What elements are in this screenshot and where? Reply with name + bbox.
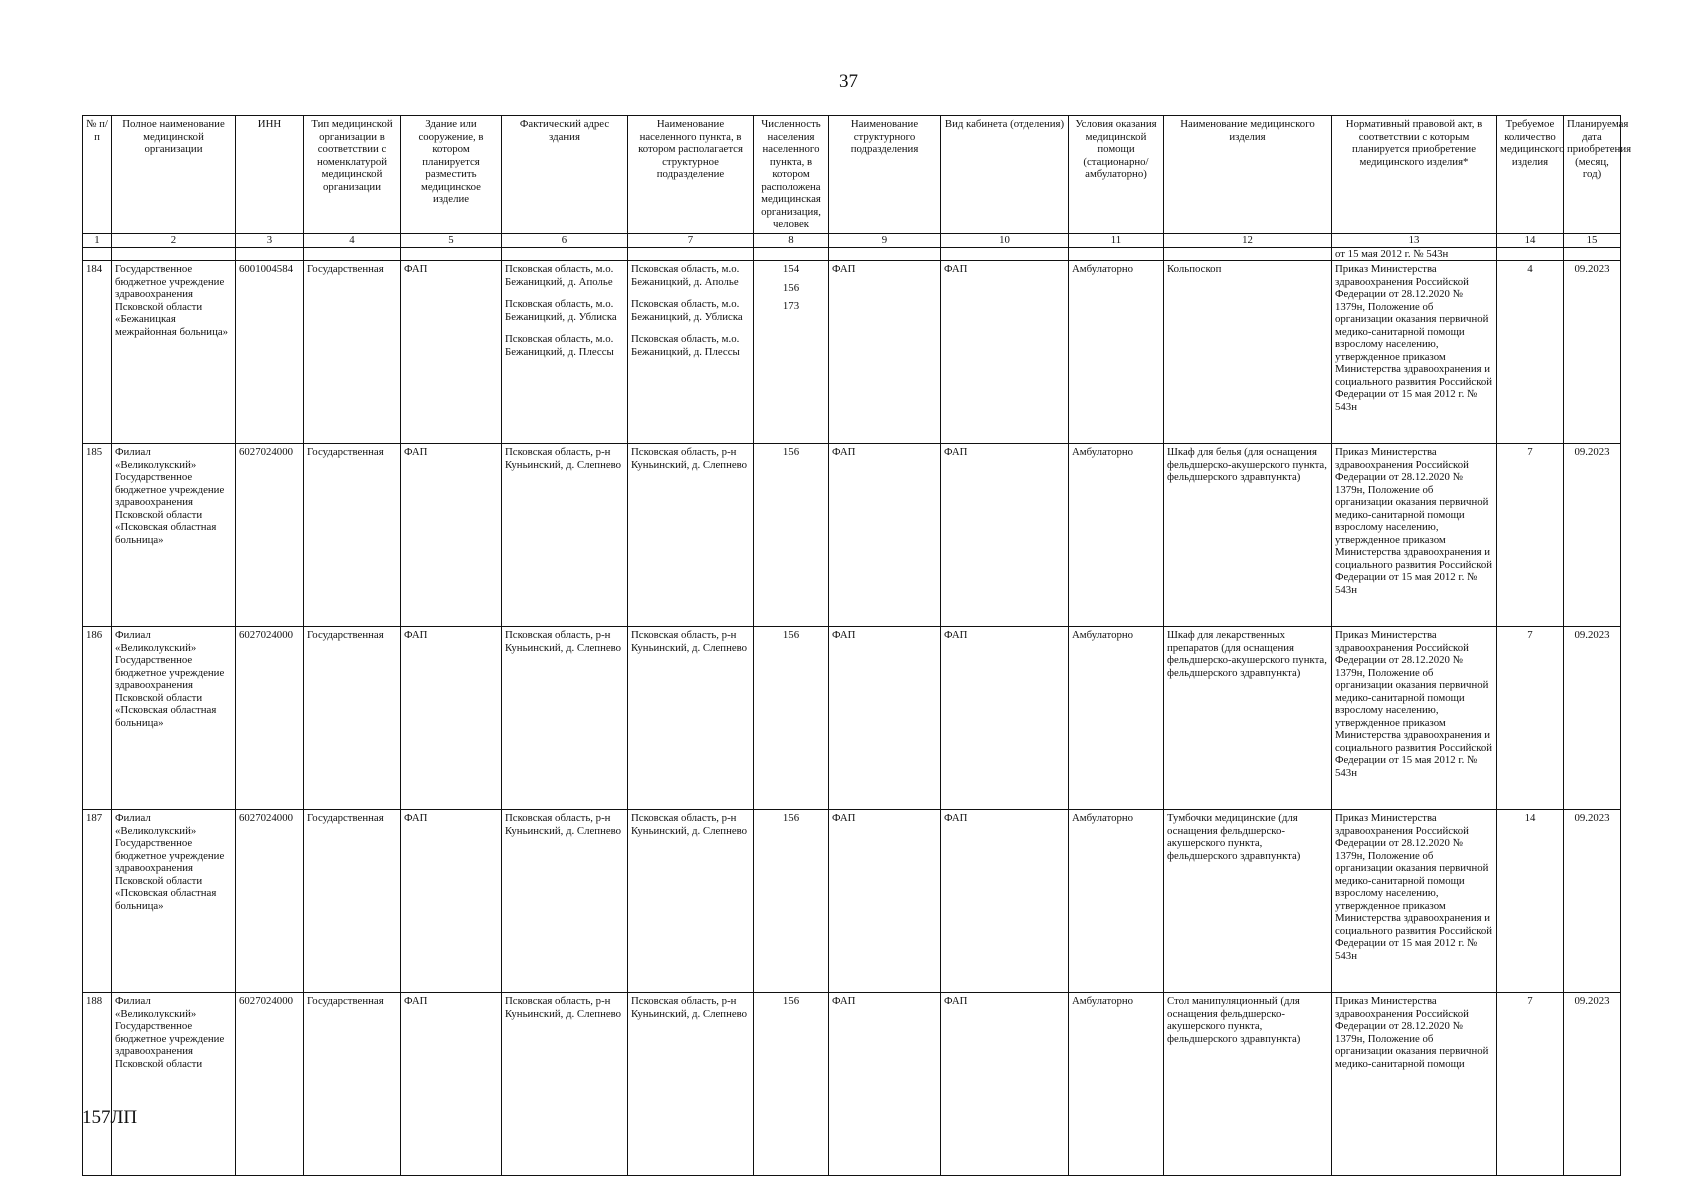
cabinet: ФАП — [941, 993, 1069, 1176]
column-number: 13 — [1332, 233, 1497, 247]
header-cell: Требуемое количество медицинского изделия — [1497, 116, 1564, 234]
address: Псковская область, р-н Куньинский, д. Слепнево — [502, 810, 628, 993]
subdivision: ФАП — [829, 993, 941, 1176]
subdivision: ФАП — [829, 810, 941, 993]
row-number: 184 — [83, 261, 112, 444]
column-number-row — [83, 233, 1621, 247]
cabinet: ФАП — [941, 627, 1069, 810]
subdivision: ФАП — [829, 444, 941, 627]
settlement: Псковская область, р-н Куньинский, д. Слепнево — [628, 993, 754, 1176]
address: Псковская область, р-н Куньинский, д. Слепнево — [502, 444, 628, 627]
address: Псковская область, м.о. Бежаницкий, д. Ублиска — [505, 298, 617, 323]
subdivision: ФАП — [829, 627, 941, 810]
column-number: 1 — [83, 233, 112, 247]
page-number: 37 — [839, 71, 858, 92]
device: Кольпоскоп — [1164, 261, 1332, 444]
column-number: 2 — [112, 233, 236, 247]
inn: 6027024000 — [236, 810, 304, 993]
org-type: Государственная — [304, 627, 401, 810]
legal-act: Приказ Министерства здравоохранения Российской Федерации от 28.12.2020 № 1379н, Положение об организации оказания первичной медико-санитарной помощи взрослому населению, утвержденное приказом Министерства здравоохранения и социального развития Российской Федерации от 15 мая 2012 г. № 543н — [1332, 810, 1497, 993]
cabinet: ФАП — [941, 810, 1069, 993]
org-name: Государственное бюджетное учреждение здравоохранения Псковской области «Бежаницкая межрайонная больница» — [112, 261, 236, 444]
header-cell: Нормативный правовой акт, в соответствии с которым планируется приобретение медицинского изделия* — [1332, 116, 1497, 234]
continuation-row — [83, 247, 1621, 261]
address: Псковская область, м.о. Бежаницкий, д. Аполье — [505, 263, 614, 288]
address: Псковская область, р-н Куньинский, д. Слепнево — [502, 627, 628, 810]
settlement-cell — [628, 261, 754, 444]
purchase-date: 09.2023 — [1564, 810, 1621, 993]
building: ФАП — [401, 993, 502, 1176]
table-row — [83, 627, 1621, 810]
quantity: 7 — [1497, 993, 1564, 1176]
legal-act: Приказ Министерства здравоохранения Российской Федерации от 28.12.2020 № 1379н, Положение об организации оказания первичной медико-санитарной помощи взрослому населению, утвержденное приказом Министерства здравоохранения и социального развития Российской Федерации от 15 мая 2012 г. № 543н — [1332, 261, 1497, 444]
quantity: 7 — [1497, 627, 1564, 810]
quantity: 7 — [1497, 444, 1564, 627]
header-cell: Численность населения населенного пункта, в котором расположена медицинская организация, человек — [754, 116, 829, 234]
column-number: 15 — [1564, 233, 1621, 247]
header-cell: Планируемая дата приобретения (месяц, год) — [1564, 116, 1621, 234]
settlement: Псковская область, м.о. Бежаницкий, д. Аполье — [631, 263, 740, 288]
header-cell: Условия оказания медицинской помощи (стационарно/ амбулаторно) — [1069, 116, 1164, 234]
header-cell: Тип медицинской организации в соответствии с номенклатурой медицинской организации — [304, 116, 401, 234]
conditions: Амбулаторно — [1069, 444, 1164, 627]
settlement: Псковская область, р-н Куньинский, д. Слепнево — [628, 627, 754, 810]
column-number: 6 — [502, 233, 628, 247]
purchase-date: 09.2023 — [1564, 627, 1621, 810]
org-name: Филиал «Великолукский» Государственное бюджетное учреждение здравоохранения Псковской области «Псковская областная больница» — [112, 444, 236, 627]
legal-act: Приказ Министерства здравоохранения Российской Федерации от 28.12.2020 № 1379н, Положение об организации оказания первичной медико-санитарной помощи взрослому населению, утвержденное приказом Министерства здравоохранения и социального развития Российской Федерации от 15 мая 2012 г. № 543н — [1332, 444, 1497, 627]
conditions: Амбулаторно — [1069, 810, 1164, 993]
row-number: 186 — [83, 627, 112, 810]
document-code: 157ЛП — [82, 1107, 138, 1128]
population: 156 — [754, 444, 829, 627]
address: Псковская область, м.о. Бежаницкий, д. Плессы — [505, 333, 614, 358]
header-cell: Наименование населенного пункта, в котором располагается структурное подразделение — [628, 116, 754, 234]
org-type: Государственная — [304, 261, 401, 444]
address: Псковская область, р-н Куньинский, д. Слепнево — [502, 993, 628, 1176]
address-cell — [502, 261, 628, 444]
org-name: Филиал «Великолукский» Государственное бюджетное учреждение здравоохранения Псковской области «Псковская областная больница» — [112, 627, 236, 810]
column-number: 5 — [401, 233, 502, 247]
table-container — [82, 115, 1632, 1097]
continuation-text: от 15 мая 2012 г. № 543н — [1332, 247, 1497, 261]
settlement: Псковская область, м.о. Бежаницкий, д. Плессы — [631, 333, 740, 358]
header-cell: Наименование медицинского изделия — [1164, 116, 1332, 234]
row-number: 188 — [83, 993, 112, 1176]
column-number: 10 — [941, 233, 1069, 247]
column-number: 12 — [1164, 233, 1332, 247]
legal-act: Приказ Министерства здравоохранения Российской Федерации от 28.12.2020 № 1379н, Положение об организации оказания первичной медико-санитарной помощи — [1332, 993, 1497, 1176]
conditions: Амбулаторно — [1069, 627, 1164, 810]
row-number: 185 — [83, 444, 112, 627]
column-number: 7 — [628, 233, 754, 247]
header-row — [83, 116, 1621, 234]
column-number: 8 — [754, 233, 829, 247]
subdivision: ФАП — [829, 261, 941, 444]
building: ФАП — [401, 444, 502, 627]
table-row — [83, 261, 1621, 444]
population: 173 — [782, 300, 800, 312]
column-number: 9 — [829, 233, 941, 247]
org-name: Филиал «Великолукский» Государственное бюджетное учреждение здравоохранения Псковской области «Псковская областная больница» — [112, 810, 236, 993]
org-type: Государственная — [304, 993, 401, 1176]
header-cell: Вид кабинета (отделения) — [941, 116, 1069, 234]
conditions: Амбулаторно — [1069, 993, 1164, 1176]
quantity: 14 — [1497, 810, 1564, 993]
header-cell: № п/п — [83, 116, 112, 234]
header-cell: Фактический адрес здания — [502, 116, 628, 234]
settlement: Псковская область, м.о. Бежаницкий, д. Ублиска — [631, 298, 743, 323]
device: Шкаф для белья (для оснащения фельдшерско-акушерского пункта, фельдшерского здравпункта) — [1164, 444, 1332, 627]
table-row — [83, 444, 1621, 627]
device: Шкаф для лекарственных препаратов (для оснащения фельдшерско-акушерского пункта, фельдшерского здравпункта) — [1164, 627, 1332, 810]
population: 156 — [754, 627, 829, 810]
row-number: 187 — [83, 810, 112, 993]
purchase-date: 09.2023 — [1564, 444, 1621, 627]
population: 154 — [782, 263, 800, 275]
settlement: Псковская область, р-н Куньинский, д. Слепнево — [628, 810, 754, 993]
legal-act: Приказ Министерства здравоохранения Российской Федерации от 28.12.2020 № 1379н, Положение об организации оказания первичной медико-санитарной помощи взрослому населению, утвержденное приказом Министерства здравоохранения и социального развития Российской Федерации от 15 мая 2012 г. № 543н — [1332, 627, 1497, 810]
column-number: 14 — [1497, 233, 1564, 247]
inn: 6027024000 — [236, 444, 304, 627]
building: ФАП — [401, 261, 502, 444]
table-row — [83, 993, 1621, 1176]
cabinet: ФАП — [941, 261, 1069, 444]
cabinet: ФАП — [941, 444, 1069, 627]
device: Стол манипуляционный (для оснащения фельдшерско-акушерского пункта, фельдшерского здравпункта) — [1164, 993, 1332, 1176]
inn: 6001004584 — [236, 261, 304, 444]
conditions: Амбулаторно — [1069, 261, 1164, 444]
org-type: Государственная — [304, 444, 401, 627]
column-number: 4 — [304, 233, 401, 247]
header-cell: ИНН — [236, 116, 304, 234]
population-cell — [754, 261, 829, 444]
settlement: Псковская область, р-н Куньинский, д. Слепнево — [628, 444, 754, 627]
purchase-date: 09.2023 — [1564, 993, 1621, 1176]
inn: 6027024000 — [236, 993, 304, 1176]
population: 156 — [754, 993, 829, 1176]
building: ФАП — [401, 627, 502, 810]
quantity: 4 — [1497, 261, 1564, 444]
population: 156 — [782, 281, 800, 294]
column-number: 11 — [1069, 233, 1164, 247]
table-row — [83, 810, 1621, 993]
header-cell: Здание или сооружение, в котором планируется разместить медицинское изделие — [401, 116, 502, 234]
header-cell: Наименование структурного подразделения — [829, 116, 941, 234]
equipment-table — [82, 115, 1632, 1176]
org-name: Филиал «Великолукский» Государственное бюджетное учреждение здравоохранения Псковской области — [112, 993, 236, 1176]
device: Тумбочки медицинские (для оснащения фельдшерско-акушерского пункта, фельдшерского здравпункта) — [1164, 810, 1332, 993]
purchase-date: 09.2023 — [1564, 261, 1621, 444]
building: ФАП — [401, 810, 502, 993]
population: 156 — [754, 810, 829, 993]
inn: 6027024000 — [236, 627, 304, 810]
column-number: 3 — [236, 233, 304, 247]
header-cell: Полное наименование медицинской организации — [112, 116, 236, 234]
org-type: Государственная — [304, 810, 401, 993]
